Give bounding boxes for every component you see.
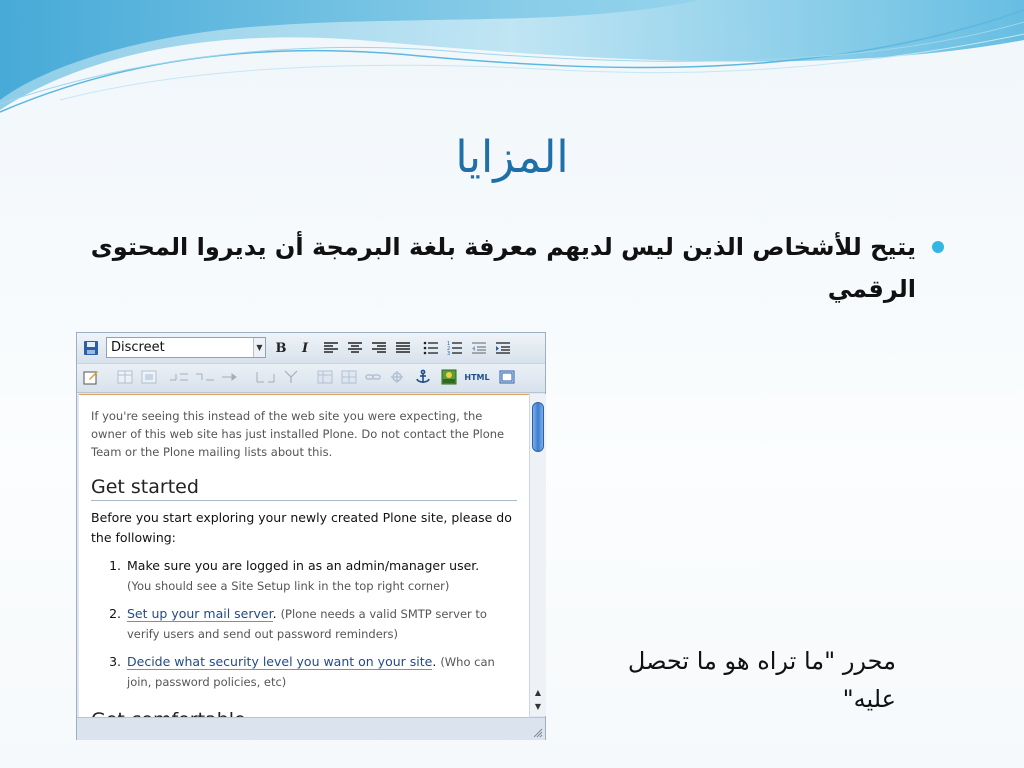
align-right-icon[interactable] [369,338,389,358]
editor-content-area[interactable] [79,394,529,717]
html-source-button[interactable]: HTML [464,372,490,382]
security-level-link[interactable]: Decide what security level you want on your site [127,654,433,669]
unlink-icon[interactable] [387,367,407,387]
media-icon[interactable] [439,367,459,387]
table-icon[interactable] [115,367,135,387]
heading-get-started: Get started [91,476,517,501]
bullet-point [66,226,946,310]
split-icon[interactable] [255,367,275,387]
italic-button[interactable]: I [301,340,309,356]
svg-text:2: 2 [447,346,451,352]
mail-server-link[interactable]: Set up your mail server [127,606,273,621]
scroll-up-icon[interactable]: ▲ [534,688,542,697]
scrollbar-thumb[interactable] [532,402,544,452]
step-main-text: Make sure you are logged in as an admin/manager user. [127,558,480,573]
align-center-icon[interactable] [345,338,365,358]
col-remove-icon[interactable] [195,367,215,387]
list-item [103,556,503,596]
slide-title: المزايا [455,132,569,183]
list-item [103,604,503,644]
numbered-list-icon[interactable] [445,338,465,358]
list-item [103,652,503,692]
filter-icon[interactable] [281,367,301,387]
editor-scrollbar[interactable] [529,394,546,716]
link-icon[interactable] [363,367,383,387]
list-number: 3. [109,654,121,669]
align-left-icon[interactable] [321,338,341,358]
svg-text:3: 3 [447,351,451,357]
outdent-icon[interactable] [469,338,489,358]
edit-icon[interactable] [81,367,101,387]
editor-toolbar-formatting [77,333,545,364]
bullet-text: يتيح للأشخاص الذين ليس لديهم معرفة بلغة البرمجة أن يديروا المحتوى الرقمي [90,233,916,303]
list-number: 2. [109,606,121,621]
col-insert-icon[interactable] [169,367,189,387]
step-tail: . [272,606,277,621]
fullscreen-icon[interactable] [497,367,517,387]
justify-icon[interactable] [393,338,413,358]
style-select-value: Discreet [111,340,165,355]
step-sub-text: (You should see a Site Setup link in the top right corner) [127,579,450,593]
save-icon[interactable] [81,338,101,358]
image-icon[interactable] [315,367,335,387]
step-sub-text: (Plone needs a valid SMTP server to verify users and send out password reminders) [127,607,487,641]
bullet-list-icon[interactable] [421,338,441,358]
step-sub-text: (Who can join, password policies, etc) [127,655,495,689]
editor-toolbar-insert [77,364,545,393]
gallery-icon[interactable] [339,367,359,387]
merge-icon[interactable] [221,367,241,387]
wysiwyg-editor-screenshot [76,332,546,740]
svg-text:1: 1 [447,341,451,347]
paragraph-before: Before you start exploring your newly created Plone site, please do the following: [91,510,512,545]
paragraph-style-select[interactable] [106,337,266,358]
list-number: 1. [109,558,121,573]
resize-grip-icon[interactable] [531,726,543,738]
intro-paragraph: If you're seeing this instead of the web site you were expecting, the owner of this web site has just installed Plone. Do not contact the Plone Team or the Plone mailing lists about this. [91,409,505,459]
row-icon[interactable] [139,367,159,387]
editor-caption: محرر "ما تراه هو ما تحصل عليه" [627,647,896,713]
header-wave-decoration [0,0,1024,120]
chevron-down-icon[interactable]: ▼ [253,338,265,357]
step-tail: . [432,654,437,669]
editor-status-bar [77,717,545,740]
anchor-icon[interactable] [413,367,433,387]
indent-icon[interactable] [493,338,513,358]
bold-button[interactable]: B [275,340,287,356]
scroll-down-icon[interactable]: ▼ [534,702,542,711]
